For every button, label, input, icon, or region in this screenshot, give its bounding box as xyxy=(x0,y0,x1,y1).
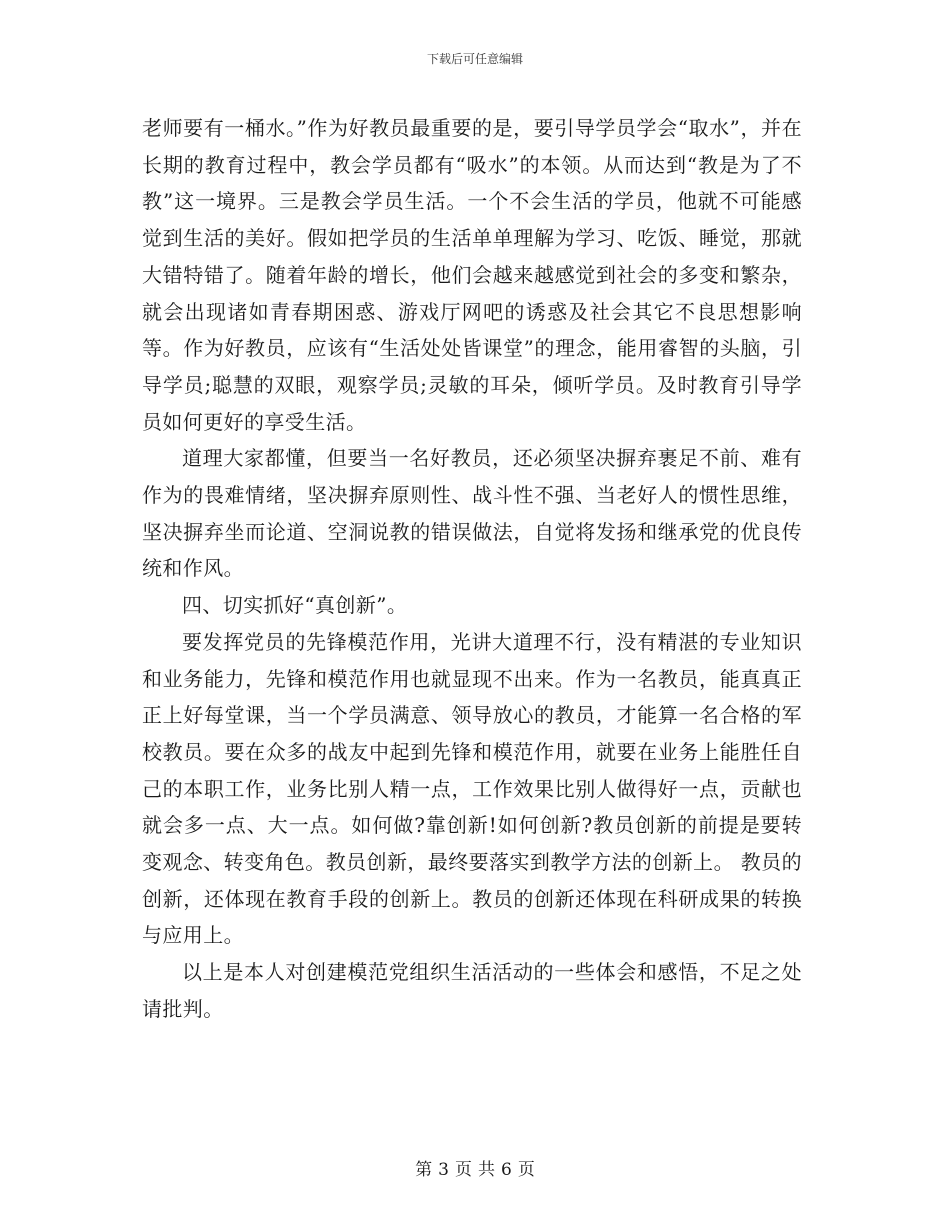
total-label: 共 xyxy=(478,1160,495,1180)
paragraph-4: 以上是本人对创建模范党组织生活活动的一些体会和感悟，不足之处请批判。 xyxy=(142,960,802,1021)
section-heading-4: 四、切实抓好“真创新”。 xyxy=(182,593,408,618)
page-label-prefix: 第 xyxy=(415,1160,433,1180)
total-pages-number: 6 xyxy=(501,1160,512,1180)
page-label-suffix: 页 xyxy=(517,1160,535,1180)
page-header: 下载后可任意编辑 xyxy=(426,52,523,66)
page-footer xyxy=(0,1155,950,1180)
page-label-mid: 页 xyxy=(455,1160,472,1180)
current-page-number: 3 xyxy=(438,1160,449,1180)
paragraph-1: 老师要有一桶水。”作为好教员最重要的是，要引导学员学会“取水”，并在长期的教育过程中，教会学员都有“吸水”的本领。从而达到“教是为了不教”这一境界。三是教会学员生活。一个不会生活的学员，他就不可能感觉到生活的美好。假如把学员的生活单单理解为学习、吃饭、睡觉，那就大错特错了。随着年龄的增长，他们会越来越感觉到社会的多变和繁杂，就会出现诸如青春期困惑、游戏厅网吧的诱惑及社会其它不良思想影响等。作为好教员，应该有“生活处处皆课堂”的理念，能用睿智的头脑，引导学员;聪慧的双眼，观察学员;灵敏的耳朵，倾听学员。及时教育引导学员如何更好的享受生活。 xyxy=(142,116,802,434)
paragraph-3: 要发挥党员的先锋模范作用，光讲大道理不行，没有精湛的专业知识和业务能力，先锋和模范作用也就显现不出来。作为一名教员，能真真正正上好每堂课，当一个学员满意、领导放心的教员，才能算一名合格的军校教员。要在众多的战友中起到先锋和模范作用，就要在业务上能胜任自己的本职工作，业务比别人精一点，工作效果比别人做得好一点，贡献也就会多一点、大一点。如何做?靠创新!如何创新?教员创新的前提是要转变观念、转变角色。教员创新，最终要落实到教学方法的创新上。 教员的创新，还体现在教育手段的创新上。教员的创新还体现在科研成果的转换与应用上。 xyxy=(142,629,802,948)
document-body xyxy=(142,110,802,1028)
paragraph-2: 道理大家都懂，但要当一名好教员，还必须坚决摒弃裹足不前、难有作为的畏难情绪，坚决摒弃原则性、战斗性不强、当老好人的惯性思维，坚决摒弃坐而论道、空洞说教的错误做法，自觉将发扬和继承党的优良传统和作风。 xyxy=(142,446,802,581)
